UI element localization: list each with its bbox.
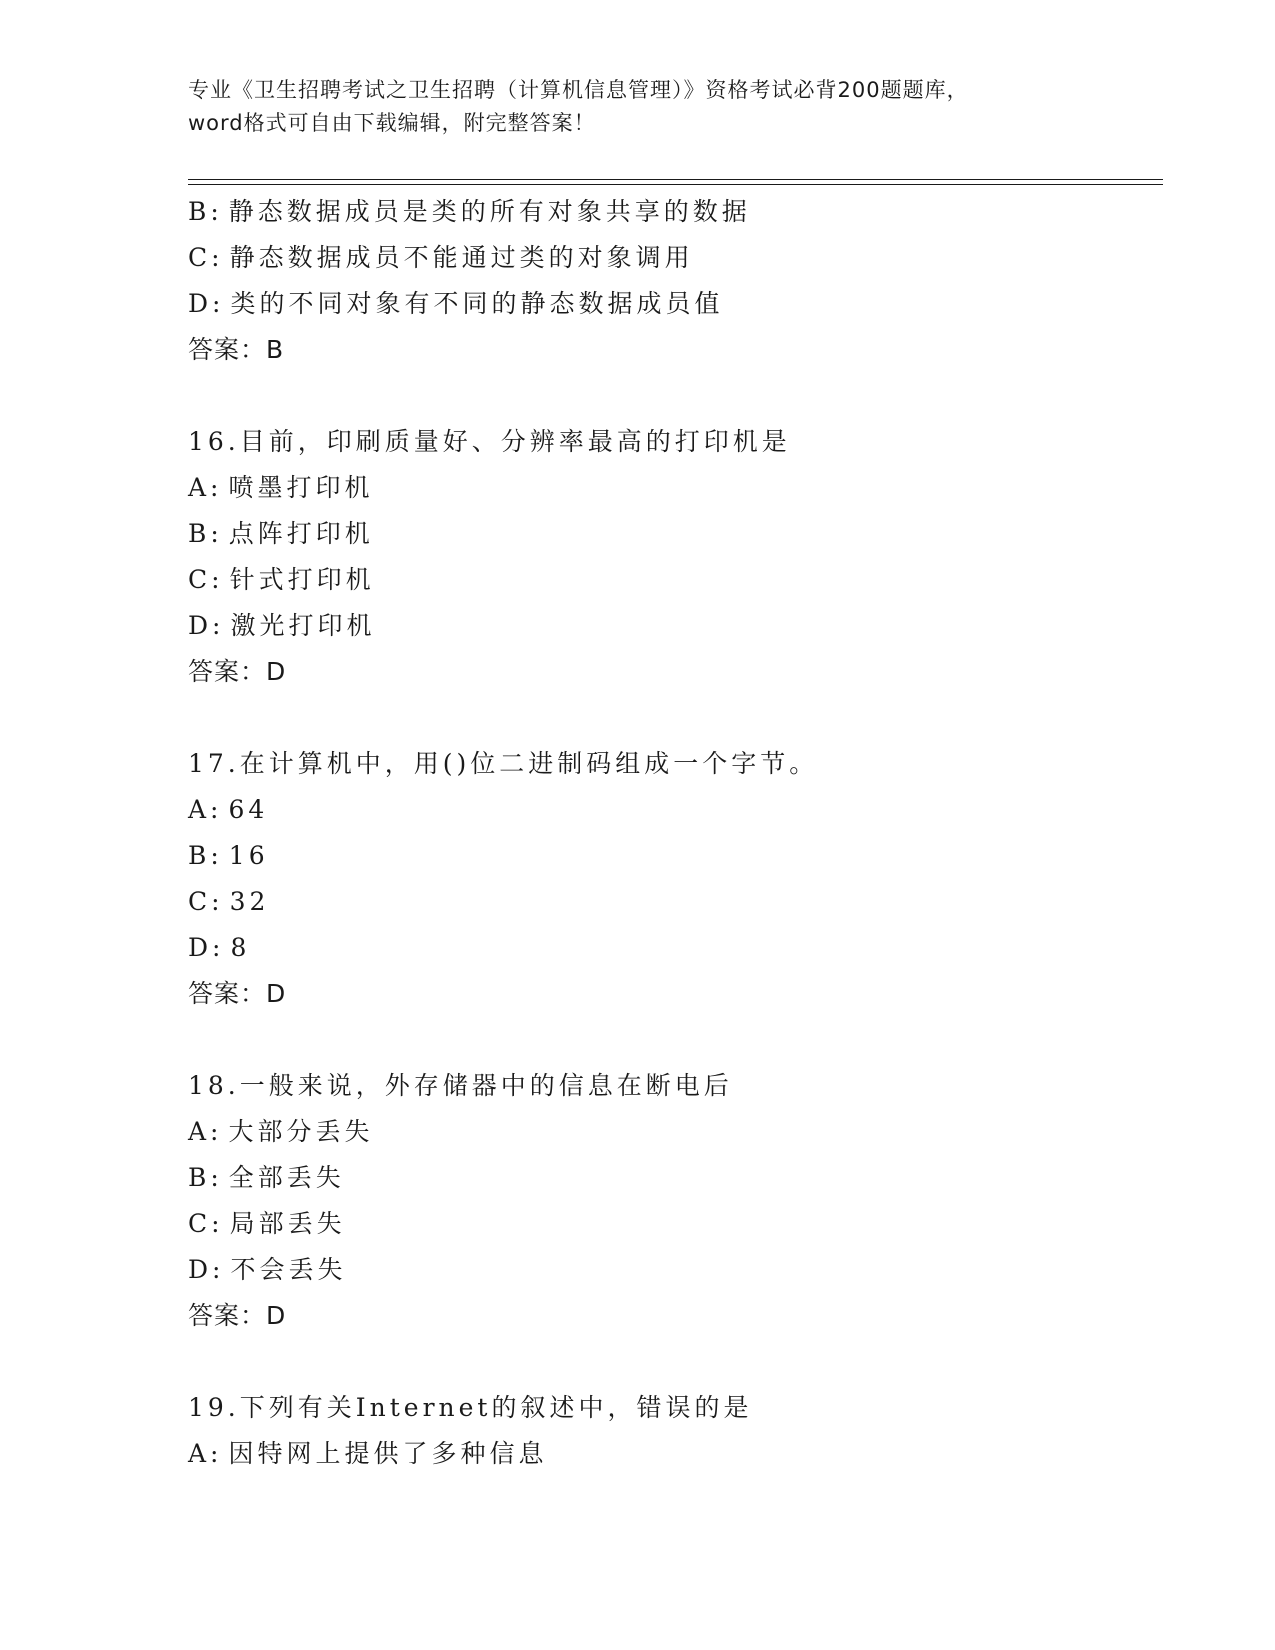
question-17 xyxy=(188,741,1168,1017)
option-b: B: 16 xyxy=(188,841,269,870)
option-d: D: 激光打印机 xyxy=(188,611,376,640)
header-title-line-2: word格式可自由下载编辑，附完整答案！ xyxy=(188,111,596,135)
option-a: A: 64 xyxy=(188,795,269,824)
question-list xyxy=(188,189,1168,1477)
question-18 xyxy=(188,1063,1168,1339)
option-b: B: 静态数据成员是类的所有对象共享的数据 xyxy=(188,197,751,226)
answer-line: 答案：D xyxy=(188,657,287,686)
option-a: A: 大部分丢失 xyxy=(188,1117,374,1146)
document-header xyxy=(188,74,1088,140)
option-d: D: 类的不同对象有不同的静态数据成员值 xyxy=(188,289,724,318)
option-d: D: 8 xyxy=(188,933,251,962)
option-b: B: 点阵打印机 xyxy=(188,519,374,548)
question-stem: 16.目前，印刷质量好、分辨率最高的打印机是 xyxy=(188,427,791,456)
answer-line: 答案：D xyxy=(188,1301,287,1330)
question-stem: 18.一般来说，外存储器中的信息在断电后 xyxy=(188,1071,733,1100)
answer-line: 答案：D xyxy=(188,979,287,1008)
option-a: A: 因特网上提供了多种信息 xyxy=(188,1439,548,1468)
option-b: B: 全部丢失 xyxy=(188,1163,345,1192)
header-divider-bottom xyxy=(188,184,1163,185)
option-c: C: 静态数据成员不能通过类的对象调用 xyxy=(188,243,694,272)
option-c: C: 局部丢失 xyxy=(188,1209,346,1238)
question-16 xyxy=(188,419,1168,695)
question-stem: 19.下列有关Internet的叙述中，错误的是 xyxy=(188,1393,753,1422)
header-divider-top xyxy=(188,179,1163,180)
option-a: A: 喷墨打印机 xyxy=(188,473,374,502)
question-stem: 17.在计算机中，用()位二进制码组成一个字节。 xyxy=(188,749,819,778)
question-19 xyxy=(188,1385,1168,1477)
option-c: C: 针式打印机 xyxy=(188,565,375,594)
option-c: C: 32 xyxy=(188,887,270,916)
option-d: D: 不会丢失 xyxy=(188,1255,347,1284)
answer-line: 答案：B xyxy=(188,335,285,364)
header-title-line-1: 专业《卫生招聘考试之卫生招聘（计算机信息管理）》资格考试必背200题题库， xyxy=(188,78,969,102)
question-continued xyxy=(188,189,1168,373)
